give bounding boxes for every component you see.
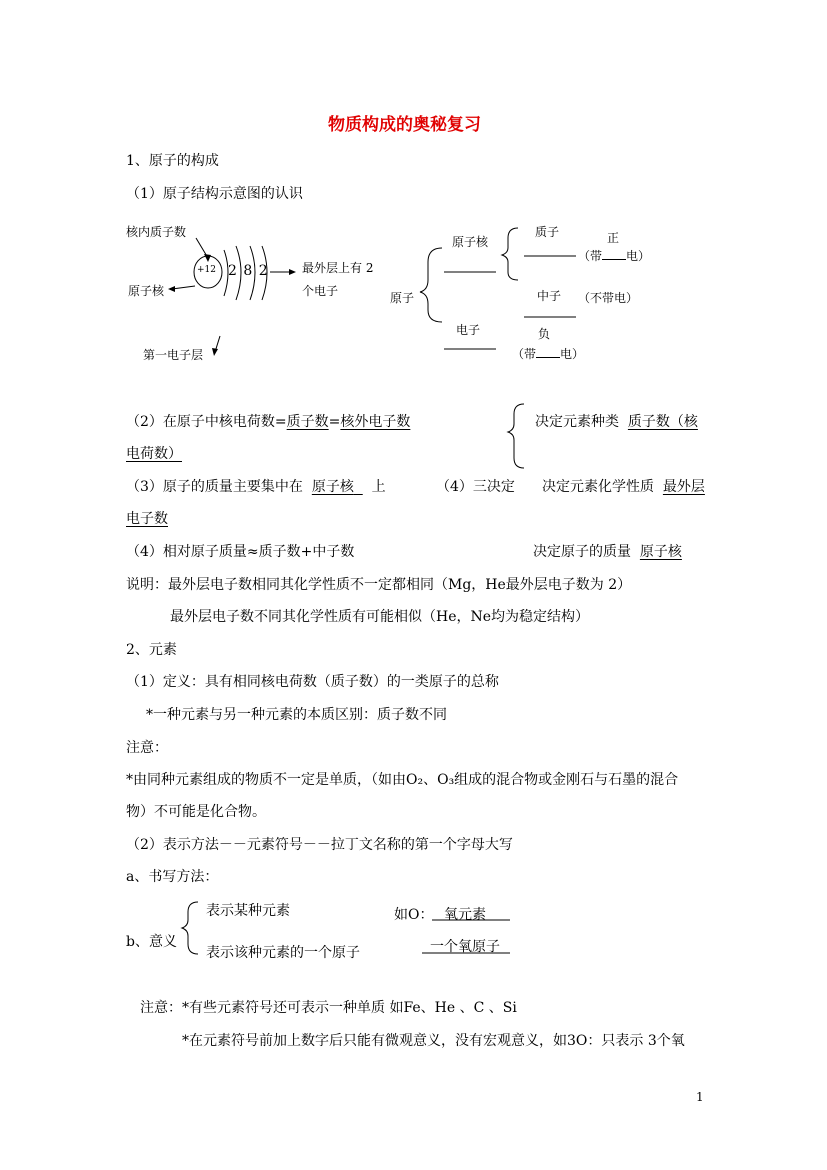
shell-electrons: 2 8 2: [228, 263, 269, 279]
tree-proton-charge: 正: [607, 231, 620, 245]
section-heading: 1、原子的构成: [126, 153, 219, 169]
attention-label: 注意：: [126, 740, 168, 756]
decide-chemical-property: 决定元素化学性质 最外层: [542, 479, 705, 495]
subheading: （1）原子结构示意图的认识: [126, 186, 303, 202]
section-heading: 2、元素: [126, 642, 177, 658]
outer-shell-note-1: 最外层上有 2: [302, 261, 374, 275]
tree-nucleus: 原子核: [452, 235, 489, 249]
nucleus-arrow-label: 原子核: [128, 284, 165, 298]
example-1: 氧元素: [444, 907, 486, 923]
representation: （2）表示方法－－元素符号－－拉丁文名称的第一个字母大写: [126, 837, 513, 853]
tree-proton-charge-text: （带 电）: [578, 245, 650, 264]
example-2: 一个氧原子: [430, 939, 500, 955]
tree-neutron: 中子: [537, 289, 562, 303]
decide-element-type: 决定元素种类 质子数（核: [535, 414, 698, 430]
page-number: 1: [696, 1090, 704, 1104]
note-1: 说明：最外层电子数相同其化学性质不一定都相同（Mg，He最外层电子数为 2）: [126, 577, 632, 593]
tree-electron-charge-text: （带 电）: [512, 343, 584, 362]
attention-2: 注意：*有些元素符号还可表示一种单质 如Fe、He 、C 、Si: [140, 1000, 517, 1016]
essential-difference: *一种元素与另一种元素的本质区别：质子数不同: [146, 707, 447, 723]
nucleus-label: 核内质子数: [126, 225, 187, 239]
attention-3: *在元素符号前加上数字后只能有微观意义，没有宏观意义，如3O：只表示 3个氧: [182, 1033, 685, 1049]
three-decide: （4）三决定: [436, 479, 515, 495]
paragraph-mass-tail: 电子数: [126, 511, 168, 527]
attention-1-line-2: 物）不可能是化合物。: [126, 804, 266, 820]
tree-electron-charge: 负: [538, 327, 551, 341]
meaning-1: 表示某种元素: [206, 903, 290, 919]
tree-neutron-charge: （不带电）: [578, 291, 639, 305]
decide-atom-mass: 决定原子的质量 原子核: [533, 544, 682, 560]
attention-1-line-1: *由同种元素组成的物质不一定是单质，（如由O₂、O₃组成的混合物或金刚石与石墨的混合: [126, 772, 679, 788]
tree-electron: 电子: [456, 323, 481, 337]
paragraph-charge-tail: 电荷数）: [126, 446, 182, 462]
paragraph-relative-mass: （4）相对原子质量≈质子数+中子数: [126, 544, 355, 560]
nucleus-charge: +12: [197, 265, 216, 275]
writing-method: a、书写方法：: [126, 869, 219, 885]
page-title: 物质构成的奥秘复习: [328, 115, 481, 135]
definition: （1）定义：具有相同核电荷数（质子数）的一类原子的总称: [126, 674, 499, 690]
paragraph-mass: （3）原子的质量主要集中在 原子核 上: [126, 479, 386, 495]
paragraph-charge: （2）在原子中核电荷数=质子数=核外电子数: [126, 414, 411, 430]
note-2: 最外层电子数不同其化学性质有可能相似（He，Ne均为稳定结构）: [170, 609, 590, 625]
tree-atom: 原子: [390, 291, 415, 305]
meaning-label: b、意义: [126, 934, 177, 950]
example-prefix: 如O：: [394, 907, 434, 923]
first-shell-label: 第一电子层: [143, 348, 204, 362]
tree-proton: 质子: [535, 225, 560, 239]
outer-shell-note-2: 个电子: [302, 284, 339, 298]
meaning-2: 表示该种元素的一个原子: [206, 945, 360, 961]
